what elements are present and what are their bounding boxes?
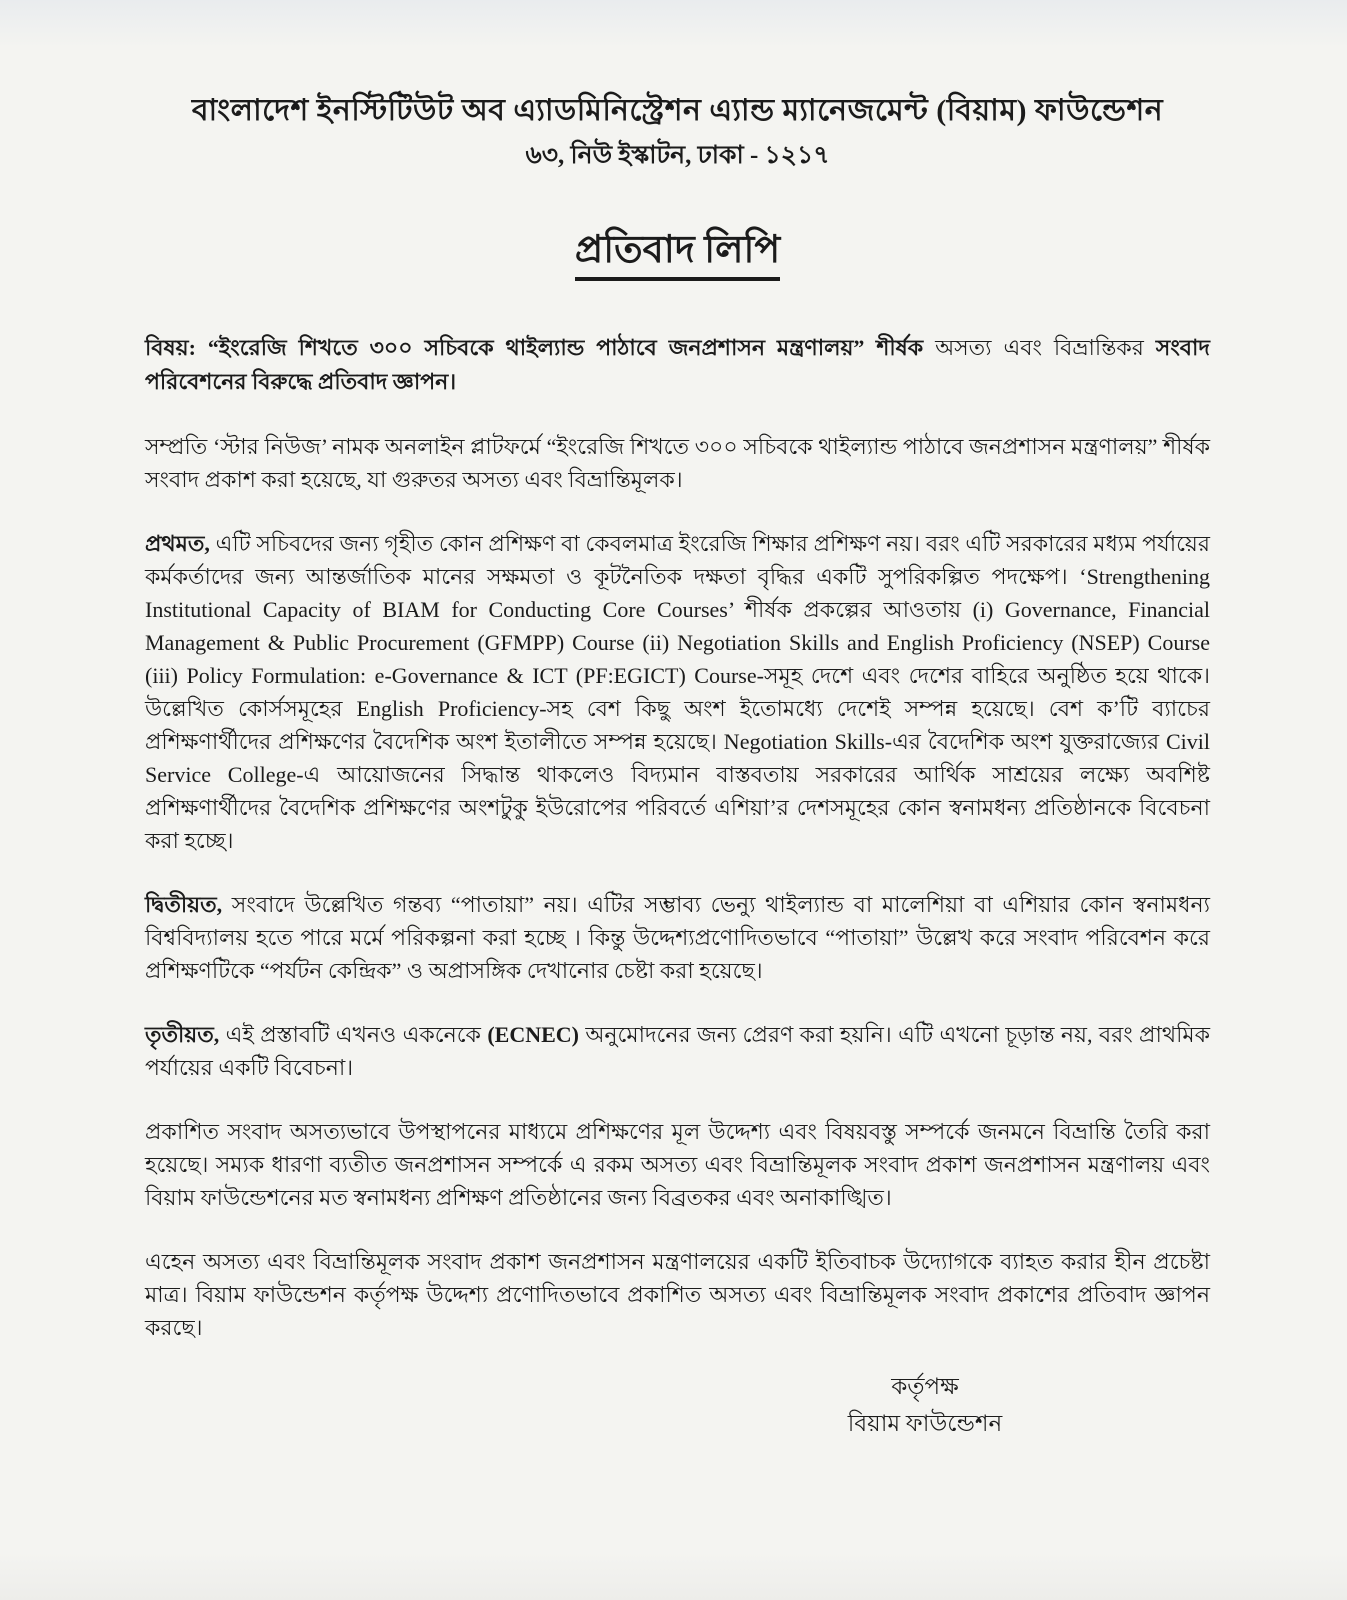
body-text: প্রকাশিত সংবাদ অসত্যভাবে উপস্থাপনের মাধ্যমে প্রশিক্ষণের মূল উদ্দেশ্য এবং বিষয়বস্তু সম্পর্কে জনমনে বিভ্রান্তি তৈরি করা হয়েছে। সম্যক ধারণা ব্যতীত জনপ্রশাসন সম্পর্কে এ রকম অসত্য এবং বিভ্রান্তিমূলক সংবাদ প্রকাশ জনপ্রশাসন মন্ত্রণালয় এবং বিয়াম ফাউন্ডেশনের মত স্বনামধন্য প্রশিক্ষণ প্রতিষ্ঠানের জন্য বিব্রতকর এবং অনাকাঙ্খিত। — [145, 1119, 1210, 1210]
letterhead — [145, 92, 1210, 171]
signature-authority: কর্তৃপক্ষ — [891, 1374, 959, 1399]
letter-body — [145, 430, 1210, 1344]
paragraph — [145, 1018, 1210, 1084]
emphasized-text: (ECNEC) — [487, 1022, 579, 1047]
paragraph — [145, 1245, 1210, 1344]
organization-name: বাংলাদেশ ইনস্টিটিউট অব এ্যাডমিনিস্ট্রেশন এ্যান্ড ম্যানেজমেন্ট (বিয়াম) ফাউন্ডেশন — [191, 94, 1164, 127]
document-title — [145, 227, 1210, 281]
emphasized-text: দ্বিতীয়ত, — [145, 892, 223, 917]
paragraph — [145, 527, 1210, 857]
paragraph — [145, 888, 1210, 987]
organization-address: ৬৩, নিউ ইস্কাটন, ঢাকা - ১২১৭ — [525, 142, 830, 169]
body-text: এই প্রস্তাবটি এখনও একনেকে — [219, 1022, 488, 1047]
emphasized-text: প্রথমত, — [145, 531, 210, 556]
body-text: অনুমোদনের জন্য প্রেরণ করা হয়নি। এটি এখনো চূড়ান্ত নয়, বরং প্রাথমিক পর্যায়ের একটি বিবেচনা। — [145, 1022, 1210, 1080]
body-text: এহেন অসত্য এবং বিভ্রান্তিমূলক সংবাদ প্রকাশ জনপ্রশাসন মন্ত্রণালয়ের একটি ইতিবাচক উদ্যোগকে ব্যাহত করার হীন প্রচেষ্টা মাত্র। বিয়াম ফাউন্ডেশন কর্তৃপক্ষ উদ্দেশ্য প্রণোদিতভাবে প্রকাশিত অসত্য এবং বিভ্রান্তিমূলক সংবাদ প্রকাশের প্রতিবাদ জ্ঞাপন করছে। — [145, 1249, 1210, 1340]
body-text: এটি সচিবদের জন্য গৃহীত কোন প্রশিক্ষণ বা কেবলমাত্র ইংরেজি শিক্ষার প্রশিক্ষণ নয়। বরং এটি সরকারের মধ্যম পর্যায়ের কর্মকর্তাদের জন্য আন্তর্জাতিক মানের সক্ষমতা ও কূটনৈতিক দক্ষতা বৃদ্ধির একটি সুপরিকল্পিত পদক্ষেপ। ‘Strengthening Institutional Capacity of BIAM for Conducting Core Courses’ শীর্ষক প্রকল্পের আওতায় (i) Governance, Financial Management & Public Procurement (GFMPP) Course (ii) Negotiation Skills and English Proficiency (NSEP) Course (iii) Policy Formulation: e-Governance & ICT (PF:EGICT) Course-সমূহ দেশে এবং দেশের বাহিরে অনুষ্ঠিত হয়ে থাকে। উল্লেখিত কোর্সসমূহের English Proficiency-সহ বেশ কিছু অংশ ইতোমধ্যে দেশেই সম্পন্ন হয়েছে। বেশ ক’টি ব্যাচের প্রশিক্ষণার্থীদের প্রশিক্ষণের বৈদেশিক অংশ ইতালীতে সম্পন্ন হয়েছে। Negotiation Skills-এর বৈদেশিক অংশ যুক্তরাজ্যের Civil Service College-এ আয়োজনের সিদ্ধান্ত থাকলেও বিদ্যমান বাস্তবতায় সরকারের আর্থিক সাশ্রয়ের লক্ষ্যে অবশিষ্ট প্রশিক্ষণার্থীদের বৈদেশিক প্রশিক্ষণের অংশটুকু ইউরোপের পরিবর্তে এশিয়া’র দেশসমূহের কোন স্বনামধন্য প্রতিষ্ঠানকে বিবেচনা করা হচ্ছে। — [145, 531, 1210, 853]
emphasized-text: সংবাদ পরিবেশনের বিরুদ্ধে প্রতিবাদ জ্ঞাপন। — [145, 335, 1210, 394]
body-text: অসত্য এবং বিভ্রান্তিকর — [935, 335, 1156, 360]
body-text: সংবাদে উল্লেখিত গন্তব্য “পাতায়া” নয়। এটির সম্ভাব্য ভেন্যু থাইল্যান্ড বা মালেশিয়া বা এশিয়ার কোন স্বনামধন্য বিশ্ববিদ্যালয় হতে পারে মর্মে পরিকল্পনা করা হচ্ছে । কিন্তু উদ্দেশ্যপ্রণোদিতভাবে “পাতায়া” উল্লেখ করে সংবাদ পরিবেশন করে প্রশিক্ষণটিকে “পর্যটন কেন্দ্রিক” ও অপ্রাসঙ্গিক দেখানোর চেষ্টা করা হয়েছে। — [145, 892, 1210, 983]
paragraph — [145, 1115, 1210, 1214]
body-text: সম্প্রতি ‘স্টার নিউজ’ নামক অনলাইন প্লাটফর্মে “ইংরেজি শিখতে ৩০০ সচিবকে থাইল্যান্ড পাঠাবে জনপ্রশাসন মন্ত্রণালয়” শীর্ষক সংবাদ প্রকাশ করা হয়েছে, যা গুরুতর অসত্য এবং বিভ্রান্তিমূলক। — [145, 434, 1210, 492]
emphasized-text: বিষয়: “ইংরেজি শিখতে ৩০০ সচিবকে থাইল্যান্ড পাঠাবে জনপ্রশাসন মন্ত্রণালয়” শীর্ষক — [145, 335, 936, 360]
subject-line — [145, 331, 1210, 399]
emphasized-text: তৃতীয়ত, — [145, 1022, 220, 1047]
signature-block — [770, 1368, 1080, 1442]
signature-organization: বিয়াম ফাউন্ডেশন — [847, 1411, 1003, 1436]
paragraph — [145, 430, 1210, 496]
document-title-text: প্রতিবাদ লিপি — [575, 227, 780, 281]
